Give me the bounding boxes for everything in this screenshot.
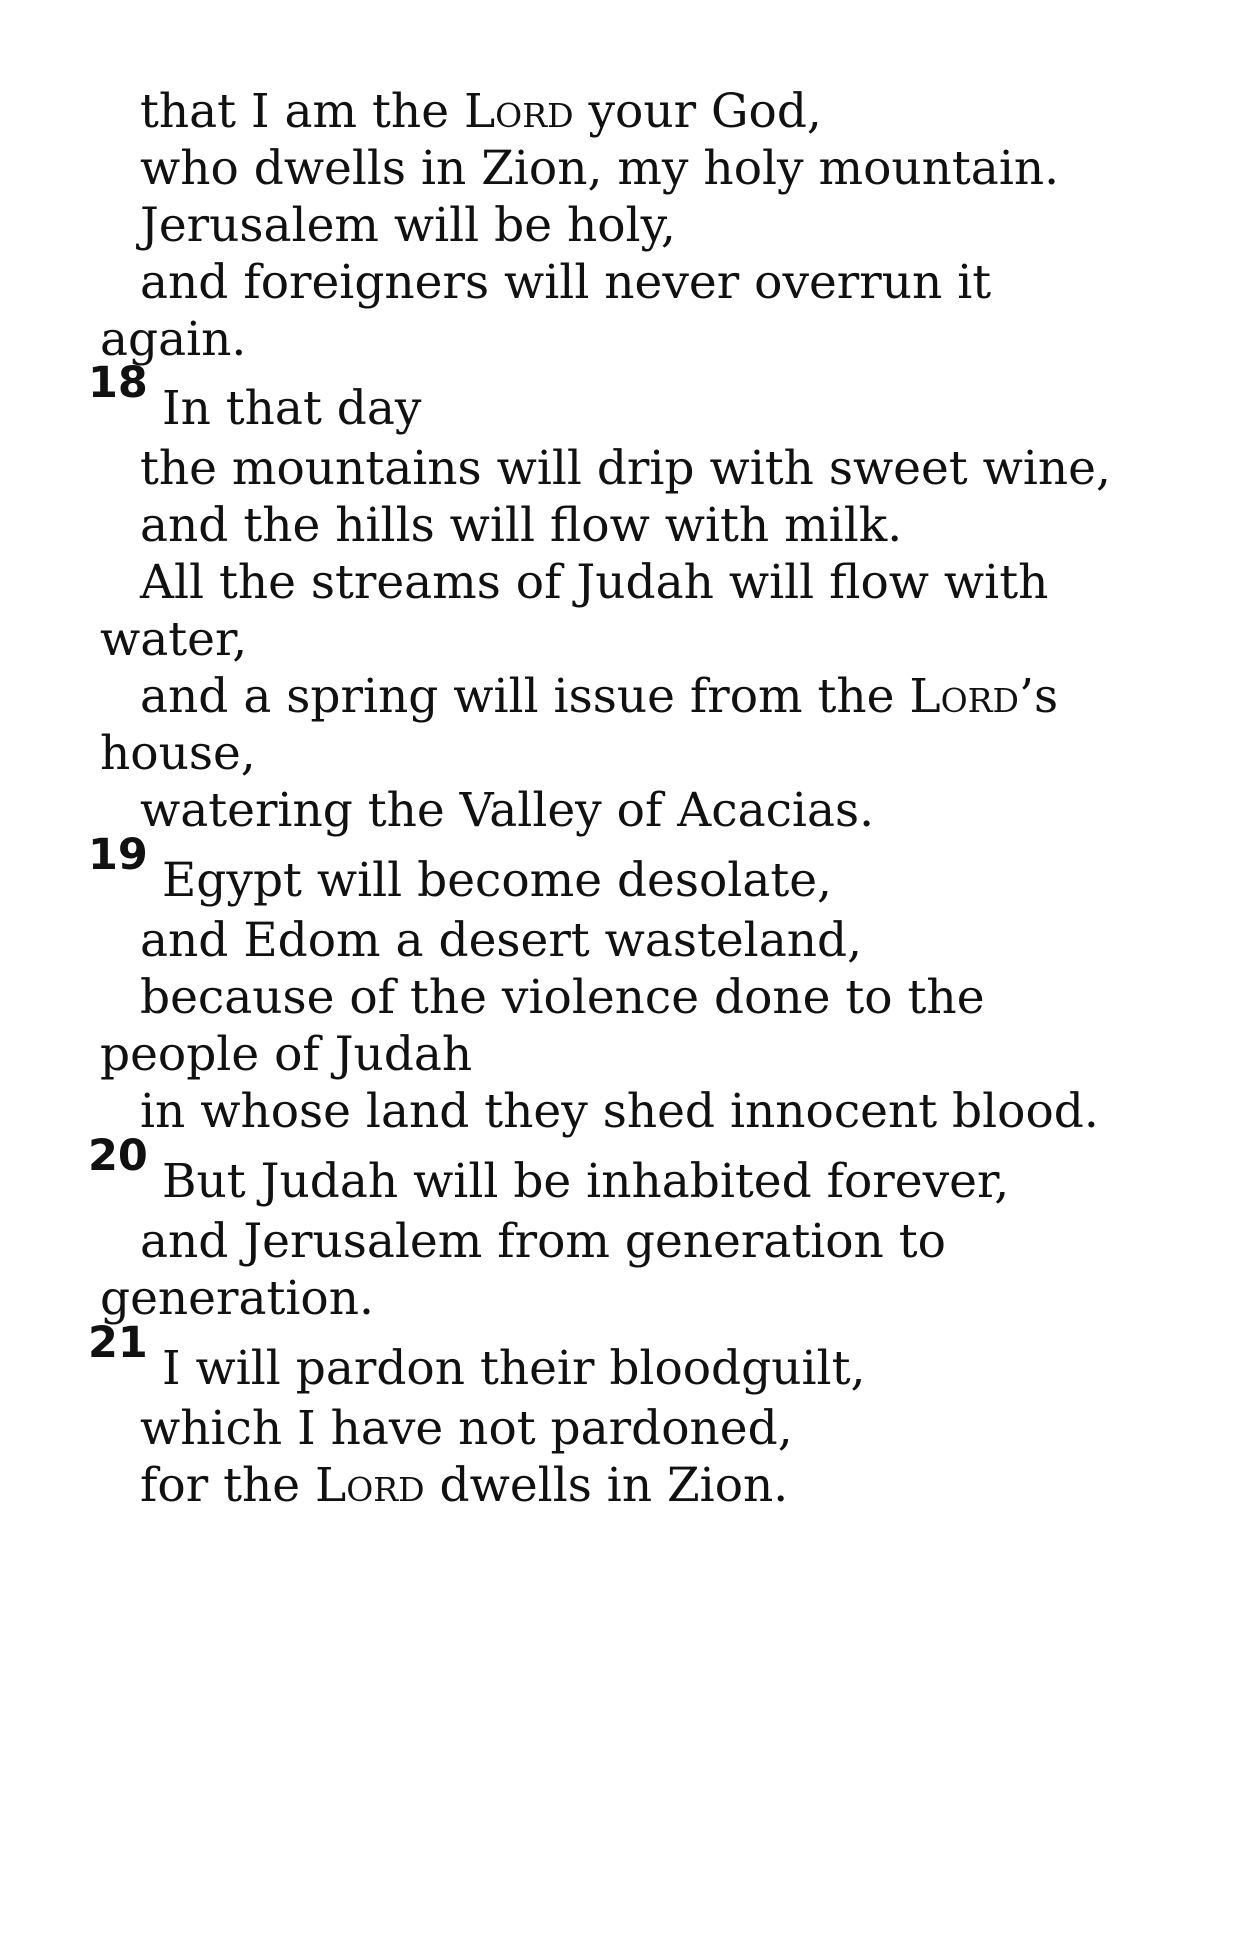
line-text: ’s xyxy=(1019,669,1059,724)
verse-number-21: 21 xyxy=(88,1318,148,1368)
verse-line: All the streams of Judah will flow with xyxy=(140,555,1049,610)
verse-line: in whose land they shed innocent blood. xyxy=(140,1084,1099,1139)
verse-line: watering the Valley of Acacias. xyxy=(140,783,875,838)
line-text: for the xyxy=(140,1458,316,1513)
verse-line: the mountains will drip with sweet wine, xyxy=(140,441,1111,496)
verse-line: Jerusalem will be holy, xyxy=(140,198,676,253)
line-text: and a spring will issue from the xyxy=(140,669,910,724)
verse-number-18: 18 xyxy=(88,358,148,408)
verse-line: who dwells in Zion, my holy mountain. xyxy=(140,141,1060,196)
verse-line xyxy=(140,84,822,139)
verse-line: house, xyxy=(100,726,256,781)
verse-line: But Judah will be inhabited forever, xyxy=(162,1154,1010,1209)
divine-name: Lord xyxy=(315,1458,425,1513)
verse-number-19: 19 xyxy=(88,830,148,880)
verse-line: again. xyxy=(100,312,247,367)
verse-line: and foreigners will never overrun it xyxy=(140,255,992,310)
line-text: dwells in Zion. xyxy=(424,1458,789,1513)
verse-line: and Edom a desert wasteland, xyxy=(140,913,863,968)
verse-line: I will pardon their bloodguilt, xyxy=(162,1341,866,1396)
verse-line xyxy=(140,1458,789,1513)
verse-number-20: 20 xyxy=(88,1131,148,1181)
verse-line: Egypt will become desolate, xyxy=(162,853,832,908)
verse-line: and the hills will flow with milk. xyxy=(140,498,903,553)
verse-line: because of the violence done to the xyxy=(140,970,985,1025)
divine-name: Lord xyxy=(463,84,574,139)
verse-line: In that day xyxy=(162,381,422,436)
verse-line: generation. xyxy=(100,1271,374,1326)
divine-name: Lord xyxy=(909,669,1019,724)
verse-line: people of Judah xyxy=(100,1027,473,1082)
verse-line xyxy=(140,669,1059,724)
line-text: your God, xyxy=(573,84,822,139)
verse-line: and Jerusalem from generation to xyxy=(140,1214,946,1269)
verse-line: which I have not pardoned, xyxy=(140,1401,793,1456)
line-text: that I am the xyxy=(140,84,464,139)
verse-line: water, xyxy=(100,612,248,667)
